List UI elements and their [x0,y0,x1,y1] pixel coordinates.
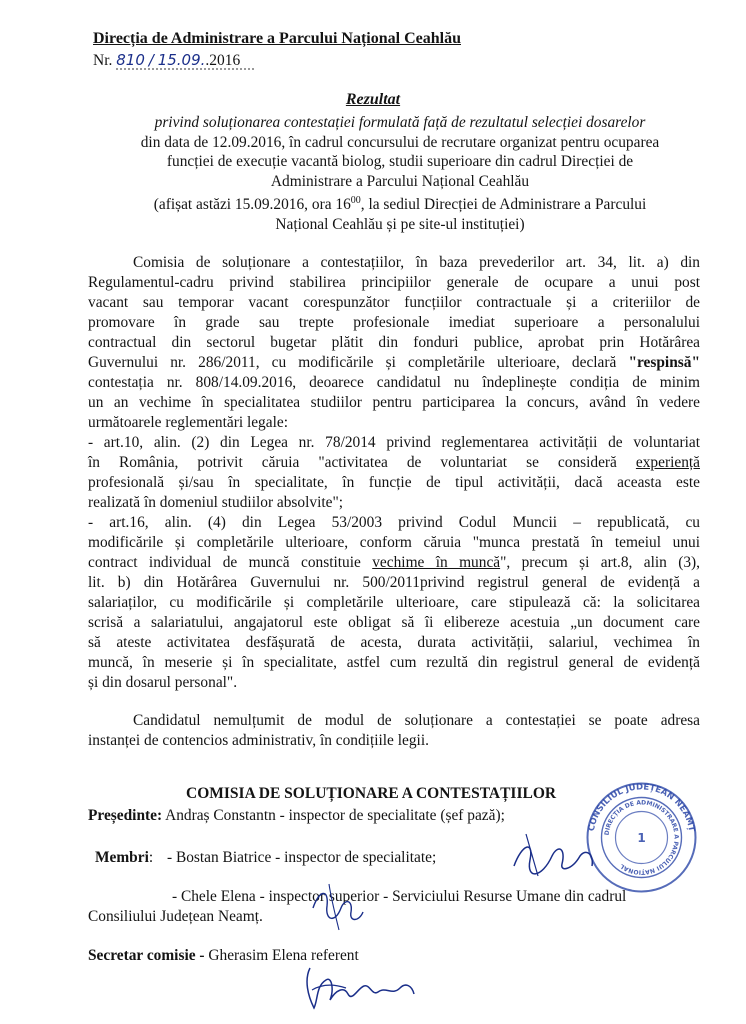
institution-header: Direcția de Administrare a Parcului Național Ceahlău [93,30,461,47]
posted-note-line: Național Ceahlău și pe site-ul instituției) [275,215,525,233]
document-subtitle [80,113,720,234]
decision-respinsa: "respinsă" [628,354,700,371]
body-line: Guvernului nr. 286/2011, cu modificările și completările ulterioare, declară "respinsă" [88,354,700,371]
member-2-line: - Chele Elena - inspector superior - Serviciului Resurse Umane din cadrul [172,888,627,905]
subtitle-line: Administrare a Parcului Național Ceahlău [270,172,530,190]
document-title: Rezultat [345,91,401,108]
president-name: Andraș Constantn - inspector de specialitate (șef pază); [162,807,505,824]
president-signature [508,826,600,886]
nr-dotted-underline [116,67,256,71]
president-label: Președinte: [88,807,163,824]
subtitle-line: din data de 12.09.2016, în cadrul concursului de recrutare organizat pentru ocuparea [140,133,660,151]
posted-hour-superscript: 00 [350,195,361,206]
secretary-label: Secretar comisie - [88,947,205,964]
document-body [88,253,700,693]
body-line: salariaților, cu modificările și completările ulterioare, care stipulează că: la solicitarea [88,594,700,611]
official-stamp [584,780,699,895]
president-line [88,806,505,826]
body-line: - art.10, alin. (2) din Legea nr. 78/2014 privind reglementarea activității de voluntariat [88,434,700,451]
body-line: modificările și completările ulterioare, conform căruia "munca prestată în temeiul unui [88,534,700,551]
body-line: să ateste activitatea desfășurată de acesta, durata activității, salariul, vechimea în [88,634,700,651]
appeal-paragraph [88,711,700,751]
commission-title: COMISIA DE SOLUȚIONARE A CONTESTAȚIILOR [186,785,557,802]
nr-number-handwritten: 810 [116,51,145,69]
body-line: profesională și/sau în specialitate, în funcție de tipul activității, dacă aceasta este [88,474,700,491]
member-signature [305,878,367,934]
body-line: contestația nr. 808/14.09.2016, deoarece candidatul nu îndeplinește condiția de minim [88,374,700,391]
body-line: - art.16, alin. (4) din Legea 53/2003 privind Codul Muncii – republicată, cu [88,514,700,531]
body-line: un an vechime în specialitatea studiilor pentru participarea la concurs, având în vedere [88,394,700,411]
body-line: vacant sau temporar vacant corespunzător funcțiilor contractuale și a criteriilor de [88,294,700,311]
member-2-line: Consiliului Județean Neamț. [88,908,263,925]
body-line: realizată în domeniul studiilor absolvite"; [88,494,344,511]
nr-year: .2016 [205,52,241,69]
secretary-signature [300,960,420,1018]
body-line: lit. b) din Hotărârea Guvernului nr. 500/2011privind registrul general de evidență a [88,574,700,591]
posted-note-line: (afișat astăzi 15.09.2016, ora $16^{00}$, la sediul Direcției de Administrare a Parcului [153,195,647,214]
body-line: contract individual de muncă constituie vechime în muncă", precum și art.8, alin (3), [88,554,701,571]
secretary-name: Gherasim Elena referent [204,947,359,964]
nr-date-handwritten: 15.09. [157,51,206,69]
stamp-outer-text: CONSILIUL JUDEȚEAN NEAMȚ [586,782,697,833]
body-line: în România, potrivit căruia "activitatea de voluntariat se consideră experiență [88,454,700,471]
body-line: scrisă a salariatului, angajatorul este obligat să îi elibereze acestuia „un document care [88,614,700,631]
body-line: următoarele reglementări legale: [88,414,288,431]
body-line: Regulamentul-cadru privind stabilirea principiilor generale de ocupare a unui post [88,274,700,291]
nr-separator: / [148,51,154,69]
members-label: Membri [95,849,149,866]
subtitle-line: funcției de execuție vacantă biolog, studii superioare din cadrul Direcției de [166,153,634,170]
body-line: muncă, în meserie și în specialitate, astfel cum rezultă din registrul general de evidență [88,654,700,671]
body-line: Candidatul nemulțumit de modul de soluționare a contestației se poate adresa [133,712,700,729]
subtitle-line: privind soluționarea contestației formulată față de rezultatul selecției dosarelor [154,114,646,131]
nr-prefix: Nr. [93,52,113,69]
body-line: și din dosarul personal". [88,674,238,691]
body-line: Comisia de soluționare a contestațiilor, în baza prevederilor art. 34, lit. a) din [133,254,700,271]
stamp-center-number: 1 [637,831,646,845]
body-line: promovare în grade sau trepte profesionale imediat superioare a personalului [88,314,700,331]
body-line: contractual din sectorul bugetar plătit din fonduri publice, aprobat prin Hotărârea [88,334,700,351]
body-line: instanței de contencios administrativ, în condițiile legii. [88,732,429,749]
underlined-vechime: vechime în muncă [372,554,501,571]
member-1: - Bostan Biatrice - inspector de specialitate; [163,849,437,866]
stamp-inner-text: DIRECȚIA DE ADMINISTRARE A PARCULUI NAȚIONAL [603,799,680,876]
underlined-experienta: experiență [635,454,700,471]
members-line: Membri: - Bostan Biatrice - inspector de specialitate; [95,849,437,866]
